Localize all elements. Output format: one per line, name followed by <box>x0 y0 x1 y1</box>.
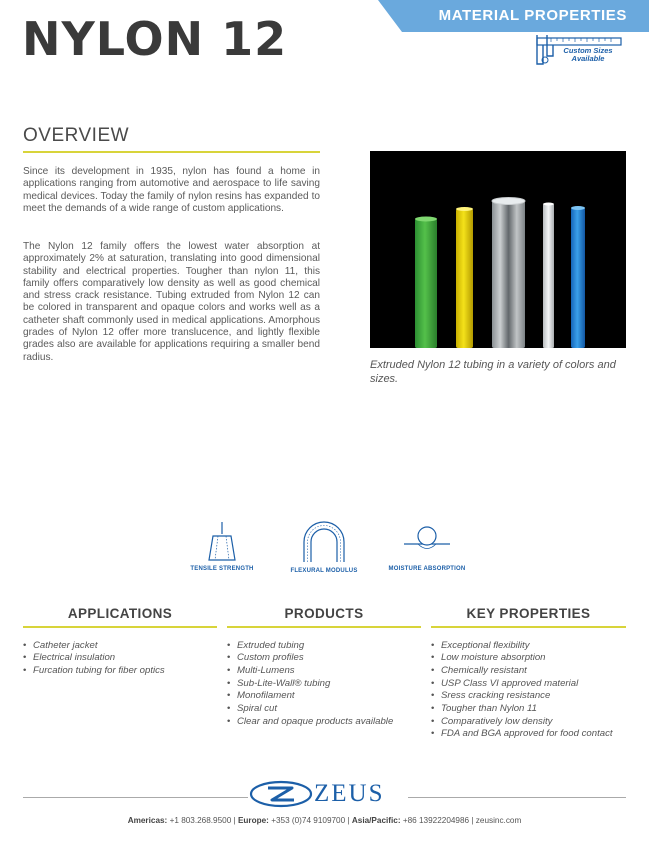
list-item: • Custom profiles <box>227 652 421 665</box>
flexural-modulus-label: FLEXURAL MODULUS <box>290 568 358 574</box>
banner-label: MATERIAL PROPERTIES <box>438 7 627 24</box>
material-properties-banner <box>378 0 649 32</box>
asia-phone: +86 13922204986 <box>402 816 470 825</box>
list-item: • Spiral cut <box>227 703 421 716</box>
moisture-absorption-label: MOISTURE ABSORPTION <box>388 566 466 572</box>
list-item: • Comparatively low density <box>431 716 626 729</box>
key-properties-section <box>431 606 626 741</box>
footer-rule-left <box>23 797 248 798</box>
products-section <box>227 606 421 728</box>
custom-sizes-badge: Custom Sizes Available <box>563 46 613 63</box>
products-heading: PRODUCTS <box>284 606 364 621</box>
overview-divider <box>23 151 320 153</box>
flexural-modulus-icon <box>299 520 349 564</box>
tubing-photo <box>370 151 626 348</box>
applications-section <box>23 606 217 678</box>
list-item: • Multi-Lumens <box>227 665 421 678</box>
list-item: • Extruded tubing <box>227 640 421 653</box>
list-item: • Electrical insulation <box>23 652 217 665</box>
moisture-absorption-property <box>377 520 477 572</box>
list-item: • FDA and BGA approved for food contact <box>431 728 626 741</box>
list-item: • Low moisture absorption <box>431 652 626 665</box>
americas-label: Americas: <box>127 816 168 825</box>
overview-paragraph-2: The Nylon 12 family offers the lowest water absorption at approximately 2% at saturation, translating into good dimensional stability and electrical properties. Tougher than nylon 11, this family offers comparatively low density as well as good chemical and stress crack resistance. Tubing extruded from Nylon 12 can be colored in transparent and opaque colors and works well as a catheter shaft commonly used in medical applications. Amorphous grades of Nylon 12 offer more translucence, and lightly flexible grades also are available for applications requiring a smaller bend radius. <box>23 241 320 363</box>
key-properties-divider <box>431 626 626 628</box>
footer-rule-right <box>408 797 626 798</box>
applications-list <box>23 640 217 678</box>
overview-heading: OVERVIEW <box>23 125 130 146</box>
website-link[interactable]: zeusinc.com <box>475 816 522 825</box>
list-item: • Furcation tubing for fiber optics <box>23 665 217 678</box>
list-item: • USP Class VI approved material <box>431 678 626 691</box>
tensile-strength-icon <box>202 520 242 562</box>
list-item: • Clear and opaque products available <box>227 716 421 729</box>
products-list <box>227 640 421 729</box>
list-item: • Sub-Lite-Wall® tubing <box>227 678 421 691</box>
list-item: • Chemically resistant <box>431 665 626 678</box>
tensile-strength-property <box>172 520 272 572</box>
flexural-modulus-property <box>274 520 374 574</box>
page-title: NYLON 12 <box>22 12 288 66</box>
list-item: • Exceptional flexibility <box>431 640 626 653</box>
applications-divider <box>23 626 217 628</box>
americas-phone: +1 803.268.9500 <box>169 816 232 825</box>
key-properties-list <box>431 640 626 742</box>
asia-label: Asia/Pacific: <box>351 816 401 825</box>
logo-wordmark: ZEUS <box>314 780 385 807</box>
overview-paragraph-1: Since its development in 1935, nylon has found a home in applications ranging from automotive and aerospace to life saving medical devices. Today the family of nylon resins has expanded to meet the demands of a wide range of custom applications. <box>23 166 320 214</box>
list-item: • Monofilament <box>227 690 421 703</box>
list-item: • Catheter jacket <box>23 640 217 653</box>
moisture-absorption-icon <box>402 520 452 562</box>
contact-line: Americas: +1 803.268.9500 | Europe: +353 (0)74 9109700 | Asia/Pacific: +86 13922204986 | zeusinc.com <box>127 816 522 825</box>
photo-caption: Extruded Nylon 12 tubing in a variety of colors and sizes. <box>370 359 616 385</box>
europe-label: Europe: <box>237 816 269 825</box>
tensile-strength-label: TENSILE STRENGTH <box>190 566 254 572</box>
europe-phone: +353 (0)74 9109700 <box>271 816 346 825</box>
list-item: • Tougher than Nylon 11 <box>431 703 626 716</box>
applications-heading: APPLICATIONS <box>67 606 173 621</box>
key-properties-heading: KEY PROPERTIES <box>466 606 591 621</box>
products-divider <box>227 626 421 628</box>
list-item: • Sress cracking resistance <box>431 690 626 703</box>
